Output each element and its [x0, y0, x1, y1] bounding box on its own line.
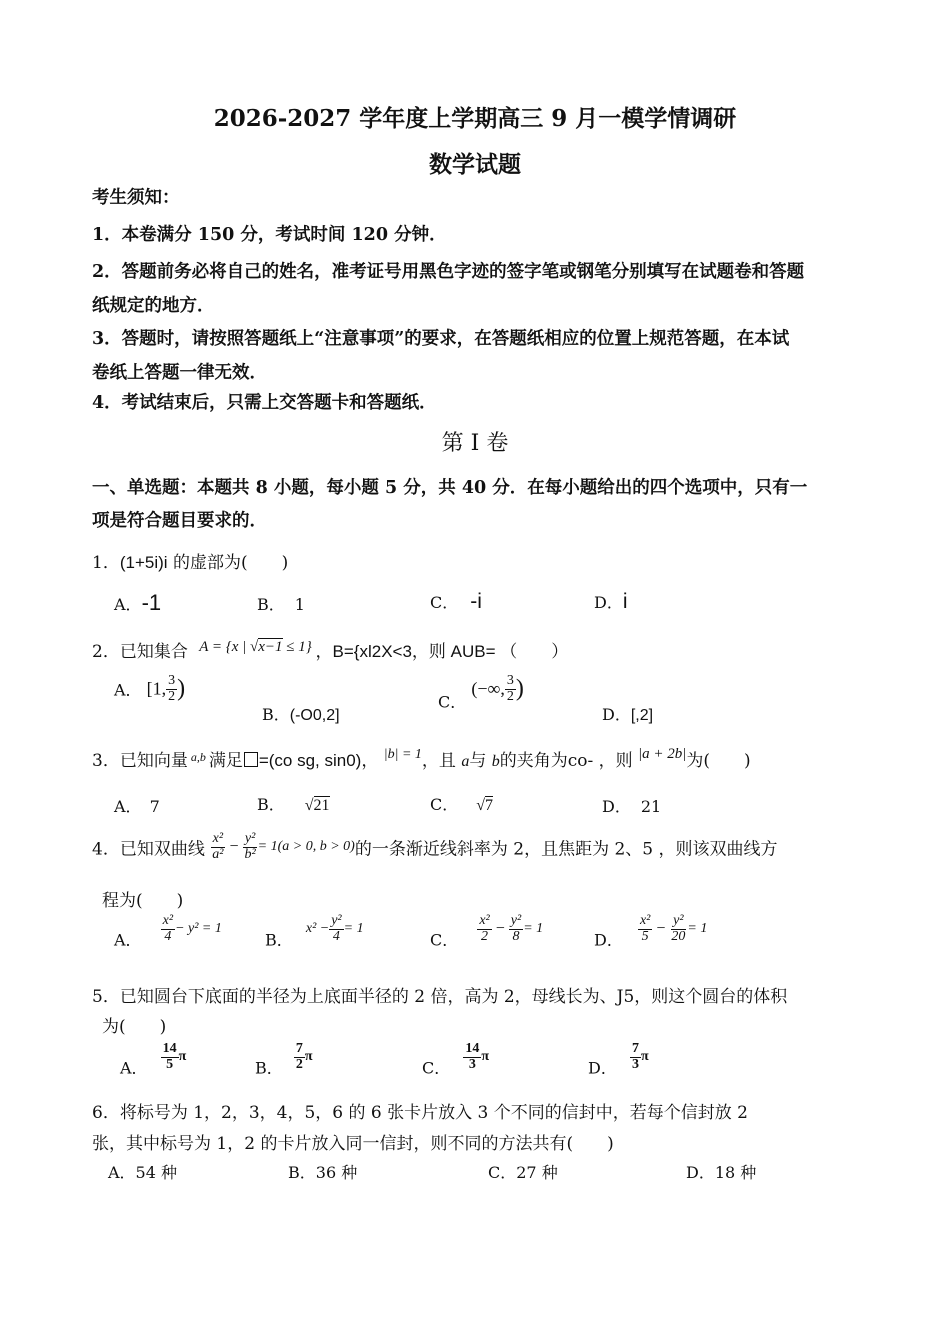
denominator: 3 [631, 1056, 639, 1072]
option-value: (-O0,2] [289, 707, 340, 724]
option-a-left: [1, [146, 678, 167, 699]
set-b-text: ，B={xl2X<3，则 AUB= （ ） [315, 642, 569, 661]
denominator: 4 [332, 928, 340, 944]
set-a-left: A = {x | [199, 639, 251, 655]
q1-option-b [257, 592, 305, 615]
notice-item-4: 4．考试结束后，只需上交答题卡和答题纸． [92, 393, 437, 413]
q6-option-a: A．54 种 [108, 1163, 178, 1182]
set-a-radicand: x−1 [258, 639, 283, 655]
option-value: -i [470, 590, 482, 613]
fraction [161, 914, 175, 944]
exam-title: 2026-2027 学年度上学期高三 9 月一模学情调研 [213, 105, 737, 132]
hyperbola-condition: = 1(a > 0, b > 0) [257, 839, 355, 855]
pi-symbol: π [481, 1049, 490, 1065]
q4-option-a [114, 914, 222, 951]
option-value: [,2] [630, 707, 654, 724]
question-3-intro: 3．已知向量 [92, 751, 188, 771]
option-value: 1 [294, 595, 305, 614]
option-label: B． [257, 795, 285, 814]
question-2-stem [92, 637, 568, 662]
denominator: 2 [295, 1056, 303, 1072]
denominator: a² [212, 846, 224, 862]
option-label: D． [602, 797, 631, 816]
numerator: 3 [506, 673, 514, 688]
pi-symbol: π [178, 1049, 187, 1065]
numerator: y² [510, 913, 522, 928]
section-1-intro-line-2: 项是符合题目要求的． [92, 511, 267, 531]
q5-option-c [422, 1042, 489, 1079]
vector-a: a [461, 753, 470, 770]
notice-heading: 考生须知： [92, 188, 180, 208]
numerator: y² [673, 913, 684, 928]
question-4-intro: 4．已知双曲线 [92, 839, 205, 860]
q5-option-a [120, 1042, 186, 1079]
question-5-stem-line-2: 为( ) [102, 1017, 167, 1037]
option-value: 21 [640, 797, 662, 816]
option-label: B． [255, 1058, 283, 1078]
set-a-expression: A = {x | √x−1 ≤ 1} [199, 639, 312, 655]
option-label: A． [120, 1058, 148, 1078]
notice-item-1: 1．本卷满分 150 分，考试时间 120 分钟． [92, 225, 447, 245]
q6-option-d: D．18 种 [686, 1163, 757, 1182]
question-1-stem [92, 548, 288, 573]
question-3-text: 与 [469, 751, 487, 771]
option-label: C． [430, 795, 459, 814]
denominator: 2 [168, 688, 176, 704]
question-number: 1． [92, 553, 120, 573]
question-3-stem [92, 746, 751, 771]
q3-option-a [114, 794, 160, 817]
q4-option-c: C． $\frac{\text{x²}}{2}$ − $\frac{\text{y²}}{8}$ = 1 [430, 913, 544, 950]
q5-option-b [255, 1042, 313, 1079]
question-4-text: 的一条渐近线斜率为 2，且焦距为 2、5 ，则该双曲线方 [354, 839, 778, 860]
q4-option-b [265, 914, 364, 951]
q3-option-c: C． √7 [430, 795, 494, 814]
question-3-text: ，且 [421, 751, 456, 771]
fraction [210, 832, 225, 862]
vector-expression: =(co sg, sin0)， [258, 751, 379, 770]
option-label: D． [588, 1058, 617, 1078]
numerator: x² [639, 913, 651, 928]
denominator: 5 [641, 928, 649, 944]
question-4-stem: 4．已知双曲线 $\frac{\text{x²}}{\text{a²}}$ − $\frac{\text{y²}}{\text{b²}}$ = 1(a > 0, b > 0)的一条渐近线斜率为 2，且焦距为 2、5 ，则该双曲线方 [92, 831, 778, 862]
numerator: 14 [162, 1041, 177, 1056]
option-c-right: ) [515, 675, 524, 702]
option-label: D． [594, 593, 623, 612]
denominator: 5 [166, 1056, 174, 1072]
denominator: 20 [671, 928, 686, 944]
pi-symbol: π [304, 1049, 313, 1065]
option-value: i [622, 590, 628, 613]
numerator: y² [244, 831, 256, 846]
q2-option-a [114, 674, 185, 704]
denominator: b² [244, 846, 256, 862]
denominator: 3 [468, 1056, 476, 1072]
q6-option-c: C．27 种 [488, 1163, 558, 1182]
fraction [505, 674, 516, 704]
fraction [242, 832, 257, 862]
q2-option-b [262, 702, 340, 725]
fraction [329, 914, 343, 944]
option-label: D． [602, 705, 631, 724]
unknown-symbol-box [244, 752, 258, 767]
option-label: A． [114, 930, 142, 950]
notice-item-3-line-2: 卷纸上答题一律无效． [92, 363, 267, 383]
option-label: A． [114, 680, 142, 700]
numerator: 7 [295, 1041, 303, 1056]
option-label: B． [257, 595, 285, 614]
option-rest: = 1 [687, 921, 708, 937]
numerator: x² [162, 913, 174, 928]
question-2-intro: 2．已知集合 [92, 642, 188, 662]
norm-b: |b| = 1 [383, 747, 422, 762]
numerator: x² [479, 913, 490, 928]
fraction [669, 914, 687, 944]
q6-option-b: B．36 种 [288, 1163, 358, 1182]
q2-option-d [602, 702, 653, 725]
option-rest: − y² = 1 [175, 921, 222, 937]
option-label: C． [430, 593, 459, 612]
q5-option-d [588, 1042, 649, 1079]
option-label: A． [114, 595, 142, 614]
option-label: A． [114, 797, 142, 816]
set-a-right: ≤ 1} [282, 639, 312, 655]
denominator: 2 [506, 688, 514, 704]
q1-option-a [114, 590, 161, 616]
question-1-text: 的虚部为( ) [167, 553, 289, 573]
fraction [477, 914, 491, 944]
option-c-left: (−∞, [471, 678, 505, 699]
option-prefix: x² − [305, 921, 330, 937]
vectors-ab: a,b [190, 750, 206, 764]
notice-item-2-line-2: 纸规定的地方． [92, 296, 215, 316]
option-rest: = 1 [523, 921, 544, 937]
option-value: 7 [485, 797, 494, 814]
fraction [166, 674, 177, 704]
fraction [509, 914, 523, 944]
q4-option-d: D． $\frac{\text{x²}}{5}$ − $\frac{\text{y²}}{20}$ = 1 [594, 913, 708, 950]
numerator: 7 [631, 1041, 639, 1056]
option-value: -1 [141, 590, 162, 615]
option-label: D． [594, 930, 623, 950]
option-a-right: ) [177, 675, 186, 702]
question-4-stem-line-2: 程为( ) [102, 891, 184, 911]
notice-item-3-line-1: 3．答题时，请按照答题纸上“注意事项”的要求，在答题纸相应的位置上规范答题，在本试 [92, 329, 790, 349]
question-6-stem-line-1: 6．将标号为 1，2，3，4，5，6 的 6 张卡片放入 3 个不同的信封中，若每个信封放 2 [92, 1103, 748, 1123]
option-rest: = 1 [343, 921, 364, 937]
question-3-text: 满足 [208, 751, 243, 771]
q3-option-d [602, 794, 661, 817]
numerator: y² [331, 913, 342, 928]
q1-option-c [430, 590, 482, 614]
numerator: 3 [168, 673, 176, 688]
subject-title: 数学试题 [429, 151, 521, 178]
option-label: C． [430, 930, 459, 950]
option-value: 21 [313, 797, 330, 814]
notice-item-2-line-1: 2．答题前务必将自己的姓名，准考证号用黑色字迹的签字笔或钢笔分别填写在试题卷和答题 [92, 262, 805, 282]
norm-a-plus-2b: |a + 2b| [638, 746, 687, 762]
question-1-expression: (1+5i)i [119, 553, 168, 572]
option-label: C． [422, 1058, 451, 1078]
fraction [463, 1042, 481, 1072]
q3-option-b: B． √21 [257, 795, 330, 814]
q1-option-d [594, 590, 628, 614]
volume-title: 第 Ⅰ 卷 [441, 431, 509, 456]
denominator: 4 [164, 928, 172, 944]
question-6-stem-line-2: 张，其中标号为 1，2 的卡片放入同一信封，则不同的方法共有( ) [92, 1134, 614, 1154]
question-3-text: 的夹角为co- ，则 [499, 751, 633, 771]
denominator: 8 [512, 928, 520, 944]
section-1-intro-line-1: 一、单选题：本题共 8 小题，每小题 5 分，共 40 分．在每小题给出的四个选项中，只有一 [92, 478, 808, 498]
vector-b: b [491, 753, 500, 770]
fraction [294, 1042, 305, 1072]
denominator: 2 [481, 928, 489, 944]
numerator: 14 [465, 1041, 480, 1056]
numerator: x² [212, 831, 224, 846]
pi-symbol: π [640, 1049, 649, 1065]
option-label: C． [438, 692, 467, 712]
fraction [161, 1042, 179, 1072]
question-5-stem-line-1: 5．已知圆台下底面的半径为上底面半径的 2 倍，高为 2，母线长为、J5，则这个圆台的体积 [92, 987, 788, 1007]
option-label: B． [262, 705, 290, 724]
question-3-text: 为( ) [686, 751, 751, 771]
option-label: B． [265, 930, 293, 950]
fraction [638, 914, 652, 944]
fraction [630, 1042, 641, 1072]
q2-option-c [438, 674, 524, 713]
option-value: 7 [149, 797, 160, 816]
